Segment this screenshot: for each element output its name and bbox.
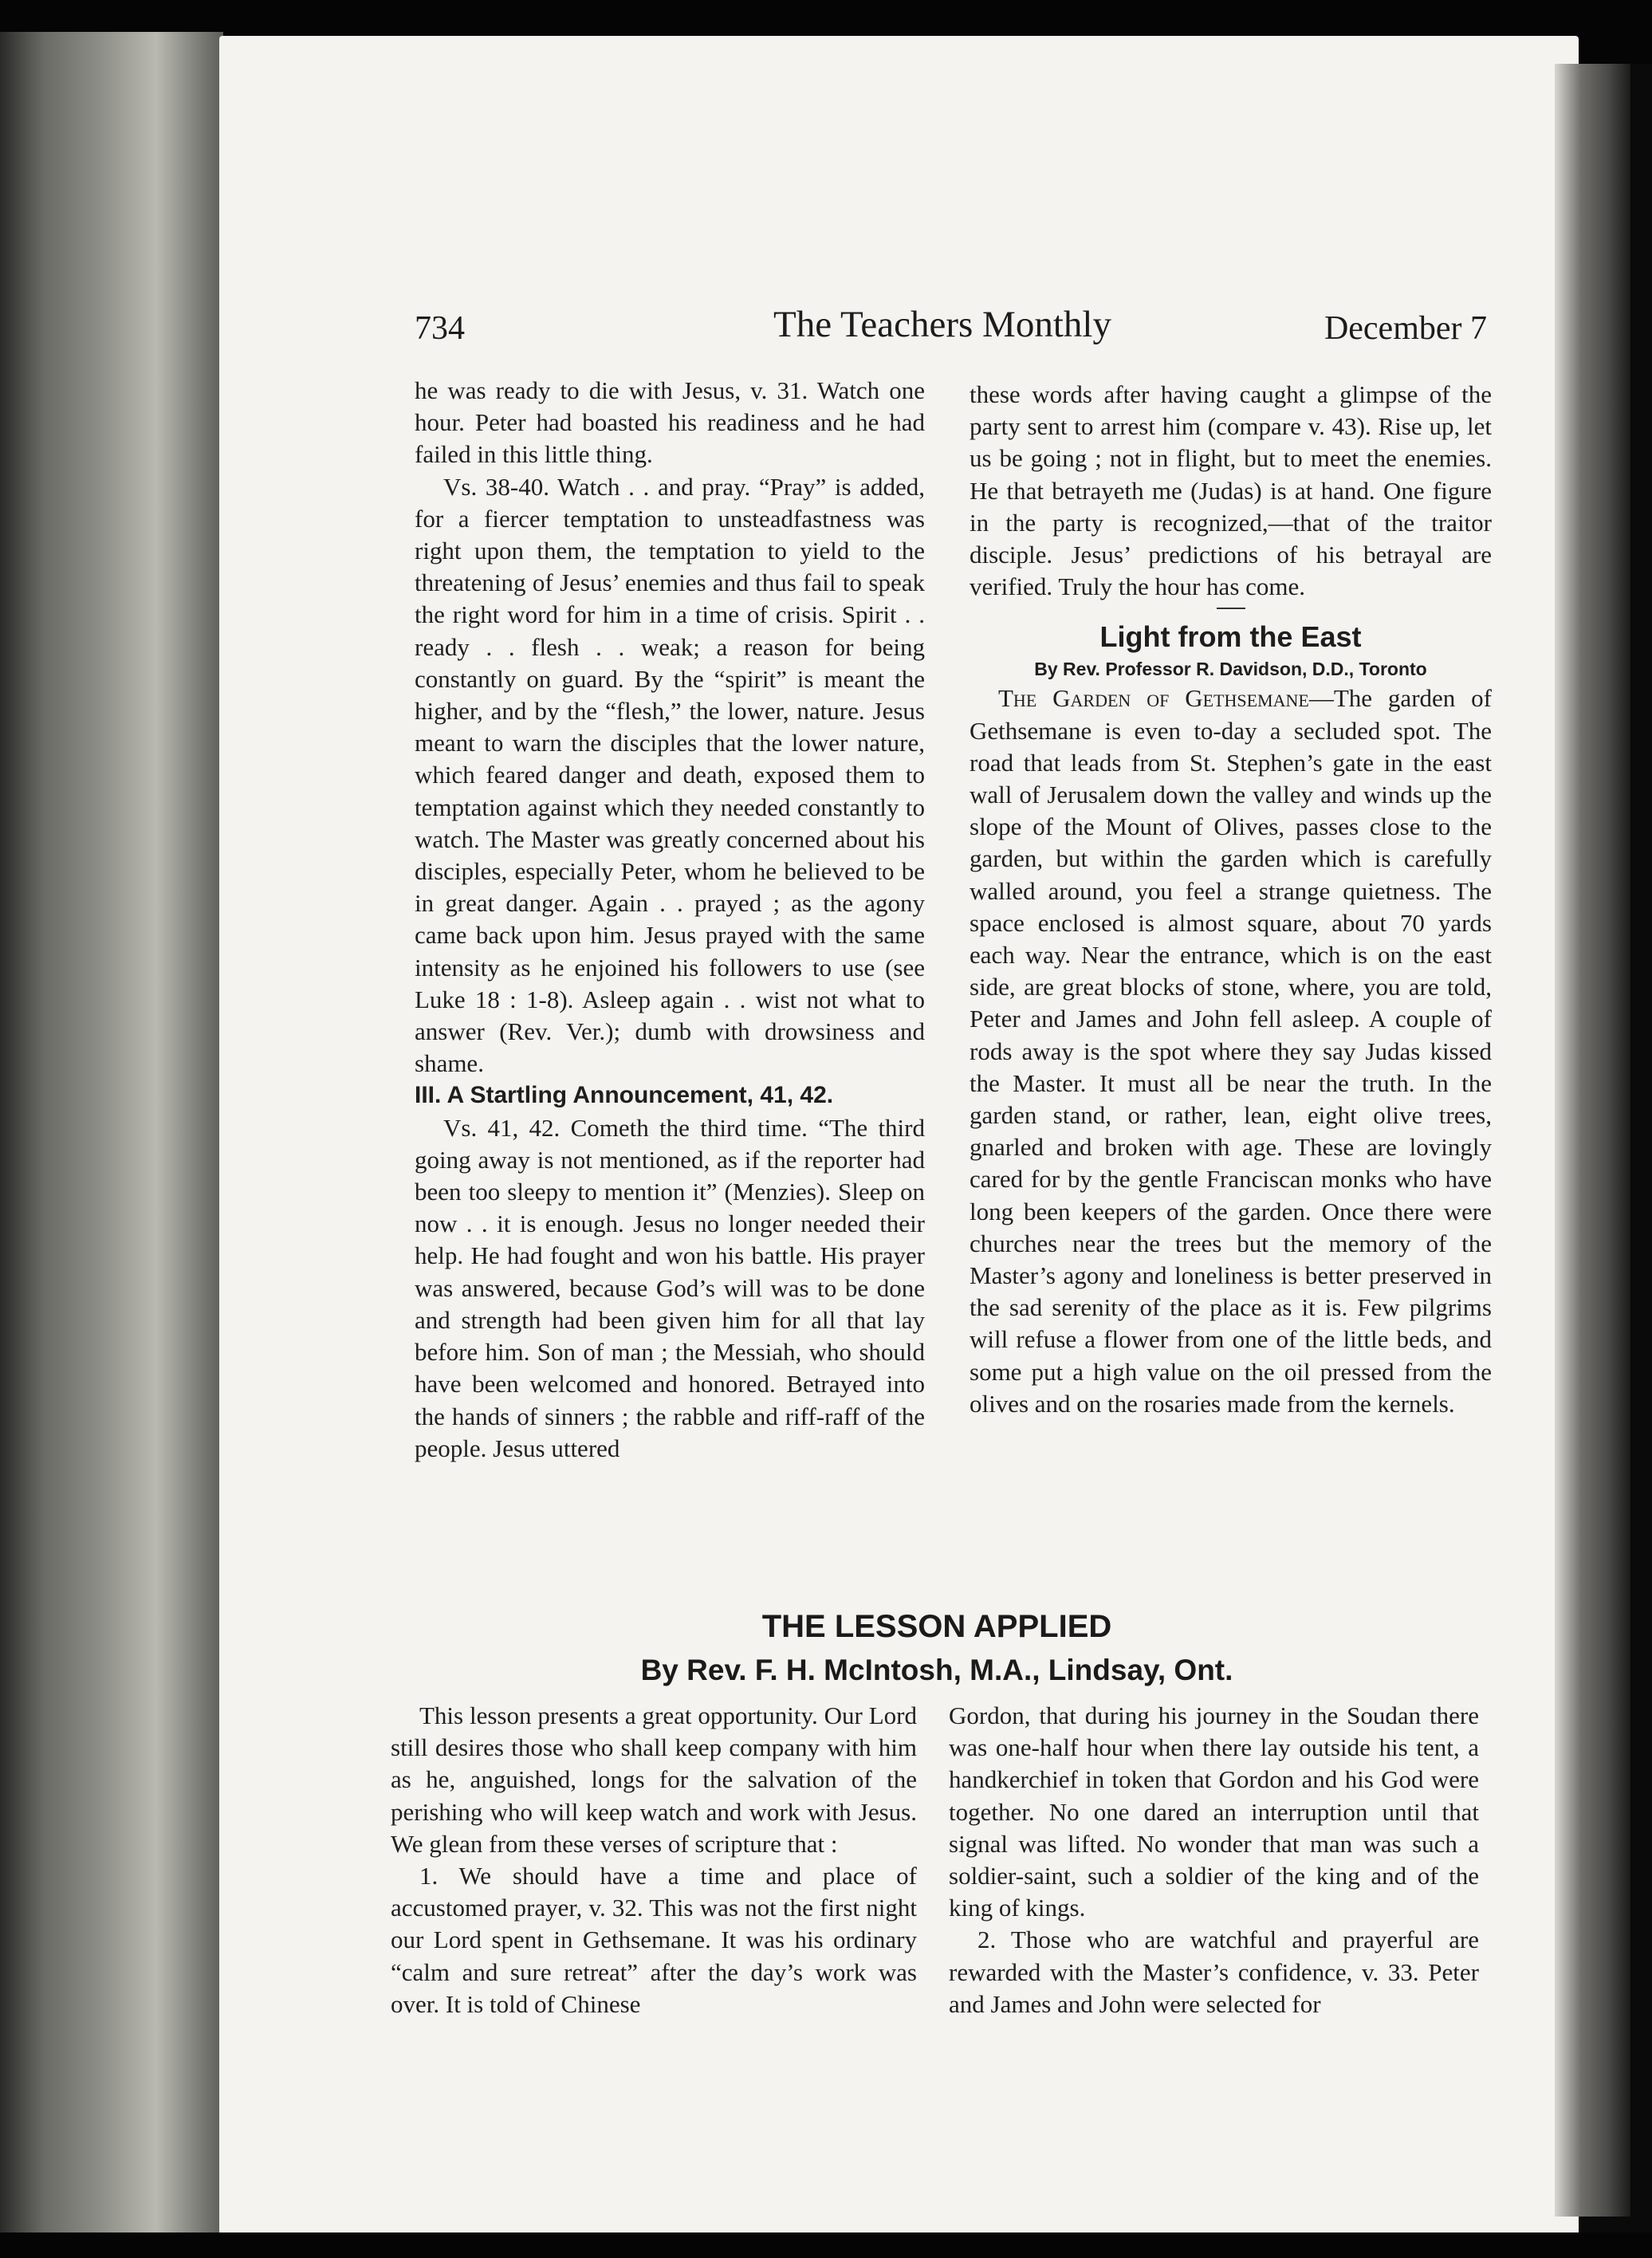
commentary-right-column — [970, 379, 1492, 1420]
lesson-right-column — [949, 1700, 1479, 2020]
lead-in-small-caps: The Garden of Gethsemane — [998, 684, 1309, 713]
book-page-edges — [0, 32, 223, 2232]
lesson-applied-title: THE LESSON APPLIED — [761, 1609, 1112, 1644]
scan-bottom-border — [0, 2232, 1652, 2258]
light-from-east-byline: By Rev. Professor R. Davidson, D.D., Toronto — [1034, 659, 1427, 680]
divider — [1217, 608, 1245, 609]
paragraph: Vs. 38-40. Watch . . and pray. “Pray” is added, for a fiercer temptation to unsteadfastness was right upon them, the temptation to yield to the threatening of Jesus’ enemies and thus fail to speak the right word for him in a time of crisis. Spirit . . ready . . flesh . . weak; a reason for being constantly on guard. By the “spirit” is meant the higher, and by the “flesh,” the lower, nature. Jesus meant to warn the disciples that the lower nature, which feared danger and death, exposed them to temptation against which they needed constantly to watch. The Master was greatly concerned about his disciples, especially Peter, whom he believed to be in great danger. Again . . prayed ; as the agony came back upon him. Jesus prayed with the same intensity as he enjoined his followers to use (see Luke 18 : 1-8). Asleep again . . wist not what to answer (Rev. Ver.); dumb with drowsiness and shame. — [415, 472, 925, 1078]
paragraph: This lesson presents a great opportunity. Our Lord still desires those who shall keep company with him as he, anguished, longs for the salvation of the perishing who will keep watch and work with Jesus. We glean from these verses of scripture that : — [391, 1701, 917, 1858]
paragraph — [970, 683, 1492, 1420]
paragraph: 2. Those who are watchful and prayerful are rewarded with the Master’s confidence, v. 33. Peter and James and John were selected for — [949, 1926, 1479, 2018]
paragraph: 1. We should have a time and place of accustomed prayer, v. 32. This was not the first night our Lord spent in Gethsemane. It was his ordinary “calm and sure retreat” after the day’s work was over. It is told of Chinese — [391, 1862, 917, 2018]
paragraph: he was ready to die with Jesus, v. 31. Watch one hour. Peter had boasted his readiness and he had failed in this little thing. — [415, 376, 925, 469]
running-header — [415, 303, 1487, 359]
issue-date: December 7 — [1324, 310, 1487, 347]
light-from-east-title: Light from the East — [1099, 620, 1362, 654]
section-subheading: III. A Startling Announcement, 41, 42. — [415, 1082, 834, 1109]
paragraph: Gordon, that during his journey in the Soudan there was one-half hour when there lay outside his tent, a handkerchief in token that Gordon and his God were together. No one dared an interruption until that signal was lifted. No wonder that man was such a soldier-saint, such a soldier of the king and of the king of kings. — [949, 1701, 1479, 1922]
journal-title: The Teachers Monthly — [773, 304, 1111, 345]
commentary-left-column — [415, 375, 925, 1465]
paragraph: these words after having caught a glimpse of the party sent to arrest him (compare v. 43). Rise up, let us be going ; not in flight, but to meet the enemies. He that betrayeth me (Judas) is at hand. One figure in the party is recognized,—that of the traitor disciple. Jesus’ predictions of his betrayal are verified. Truly the hour has come. — [970, 380, 1492, 601]
paragraph: Vs. 41, 42. Cometh the third time. “The third going away is not mentioned, as if the reporter had been too sleepy to mention it” (Menzies). Sleep on now . . it is enough. Jesus no longer needed their help. He had fought and won his battle. His prayer was answered, because God’s will was to be done and strength had been given him for all that lay before him. Son of man ; the Messiah, who should have been welcomed and honored. Betrayed into the hands of sinners ; the rabble and riff-raff of the people. Jesus uttered — [415, 1113, 925, 1462]
paragraph-body: —The garden of Gethsemane is even to-day a secluded spot. The road that leads from St. Stephen’s gate in the east wall of Jerusalem down the valley and winds up the slope of the Mount of Olives, passes close to the garden, but within the garden which is carefully walled around, you feel a strange quietness. The space enclosed is almost square, about 70 yards each way. Near the entrance, which is on the east side, are great blocks of stone, where, you are told, Peter and James and John fell asleep. A couple of rods away is the spot where they say Judas kissed the Master. It must all be near the truth. In the garden stand, or rather, lean, eight olive trees, gnarled and broken with age. These are lovingly cared for by the gentle Franciscan monks who have long been keepers of the garden. Once there were churches near the trees but the memory of the Master’s agony and loneliness is better preserved in the sad serenity of the place as it is. Few pilgrims will refuse a flower from one of the little beds, and some put a high value on the oil pressed from the olives and on the rosaries made from the kernels. — [970, 684, 1492, 1418]
page-number: 734 — [415, 310, 465, 347]
lesson-left-column — [391, 1700, 917, 2020]
lesson-applied-byline: By Rev. F. H. McIntosh, M.A., Lindsay, Ont. — [640, 1654, 1233, 1686]
page-gutter-shadow — [1555, 64, 1630, 2217]
